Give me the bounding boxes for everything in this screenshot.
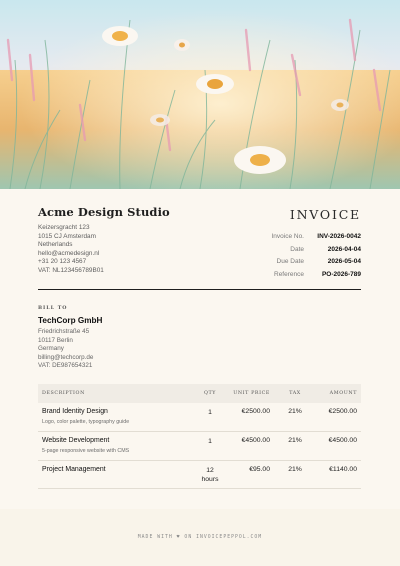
section-divider <box>38 289 361 290</box>
meta-value: 2026-04-04 <box>327 245 361 253</box>
company-country: Netherlands <box>38 241 73 249</box>
client-vat: VAT: DE987654321 <box>38 362 93 370</box>
meta-label: Due Date <box>276 258 304 266</box>
client-details <box>38 328 93 371</box>
company-phone: +31 20 123 4567 <box>38 258 87 266</box>
table-row <box>38 403 361 432</box>
item-description: Logo, color palette, typography guide <box>42 419 130 425</box>
meta-label: Date <box>290 245 304 253</box>
meta-value: PO-2026-789 <box>321 270 361 278</box>
client-name: TechCorp GmbH <box>38 316 103 325</box>
item-unit-price: €2500.00 <box>241 408 270 415</box>
item-unit-price: €4500.00 <box>241 437 270 444</box>
item-description: 5-page responsive website with CMS <box>42 448 130 454</box>
company-address-line1: Keizersgracht 123 <box>38 224 90 231</box>
item-qty-unit: hours <box>201 476 219 483</box>
line-items-header <box>38 384 361 403</box>
header-banner-image <box>0 0 400 189</box>
column-header-tax: TAX <box>289 391 301 396</box>
item-qty <box>193 466 227 484</box>
meta-value: INV-2026-0042 <box>317 232 361 240</box>
item-unit-price: €95.00 <box>249 466 270 473</box>
table-row <box>38 461 361 489</box>
client-city: 10117 Berlin <box>38 336 73 344</box>
item-amount: €1140.00 <box>329 466 357 473</box>
bill-to-label: BILL TO <box>38 305 68 311</box>
item-tax: 21% <box>288 437 302 444</box>
item-amount: €4500.00 <box>328 437 357 444</box>
client-email: billing@techcorp.de <box>38 353 94 361</box>
invoice-meta <box>231 230 361 281</box>
item-qty: 1 <box>208 438 212 445</box>
meadow-illustration <box>0 0 400 189</box>
item-name: Project Management <box>42 466 106 473</box>
company-address-line2: 1015 CJ Amsterdam <box>38 232 96 240</box>
footer-credit: MADE WITH ♥ ON INVOICEPEPPOL.COM <box>137 535 263 540</box>
invoice-title: INVOICE <box>289 207 361 222</box>
meta-due-date <box>231 255 361 268</box>
meta-label: Invoice No. <box>271 232 304 240</box>
item-name: Brand Identity Design <box>42 408 108 415</box>
item-qty: 1 <box>208 409 212 416</box>
meta-invoice-number <box>231 230 361 243</box>
company-name: Acme Design Studio <box>38 205 170 219</box>
client-street: Friedrichstraße 45 <box>38 328 90 335</box>
column-header-amount: AMOUNT <box>329 391 357 396</box>
item-amount: €2500.00 <box>328 408 357 415</box>
company-email: hello@acmedesign.nl <box>38 249 100 257</box>
column-header-qty: QTY <box>203 391 217 396</box>
meta-value: 2026-05-04 <box>327 258 361 266</box>
company-vat: VAT: NL123456789B01 <box>38 266 104 274</box>
meta-label: Reference <box>274 270 304 278</box>
client-country: Germany <box>38 345 64 353</box>
item-tax: 21% <box>288 466 302 473</box>
item-qty-value: 12 <box>206 467 214 474</box>
column-header-unit-price: UNIT PRICE <box>233 391 270 396</box>
table-row <box>38 432 361 461</box>
company-details <box>38 224 104 276</box>
meta-reference <box>231 268 361 281</box>
meta-date <box>231 243 361 256</box>
item-tax: 21% <box>288 408 302 415</box>
column-header-description: DESCRIPTION <box>42 391 85 396</box>
item-name: Website Development <box>42 437 110 444</box>
